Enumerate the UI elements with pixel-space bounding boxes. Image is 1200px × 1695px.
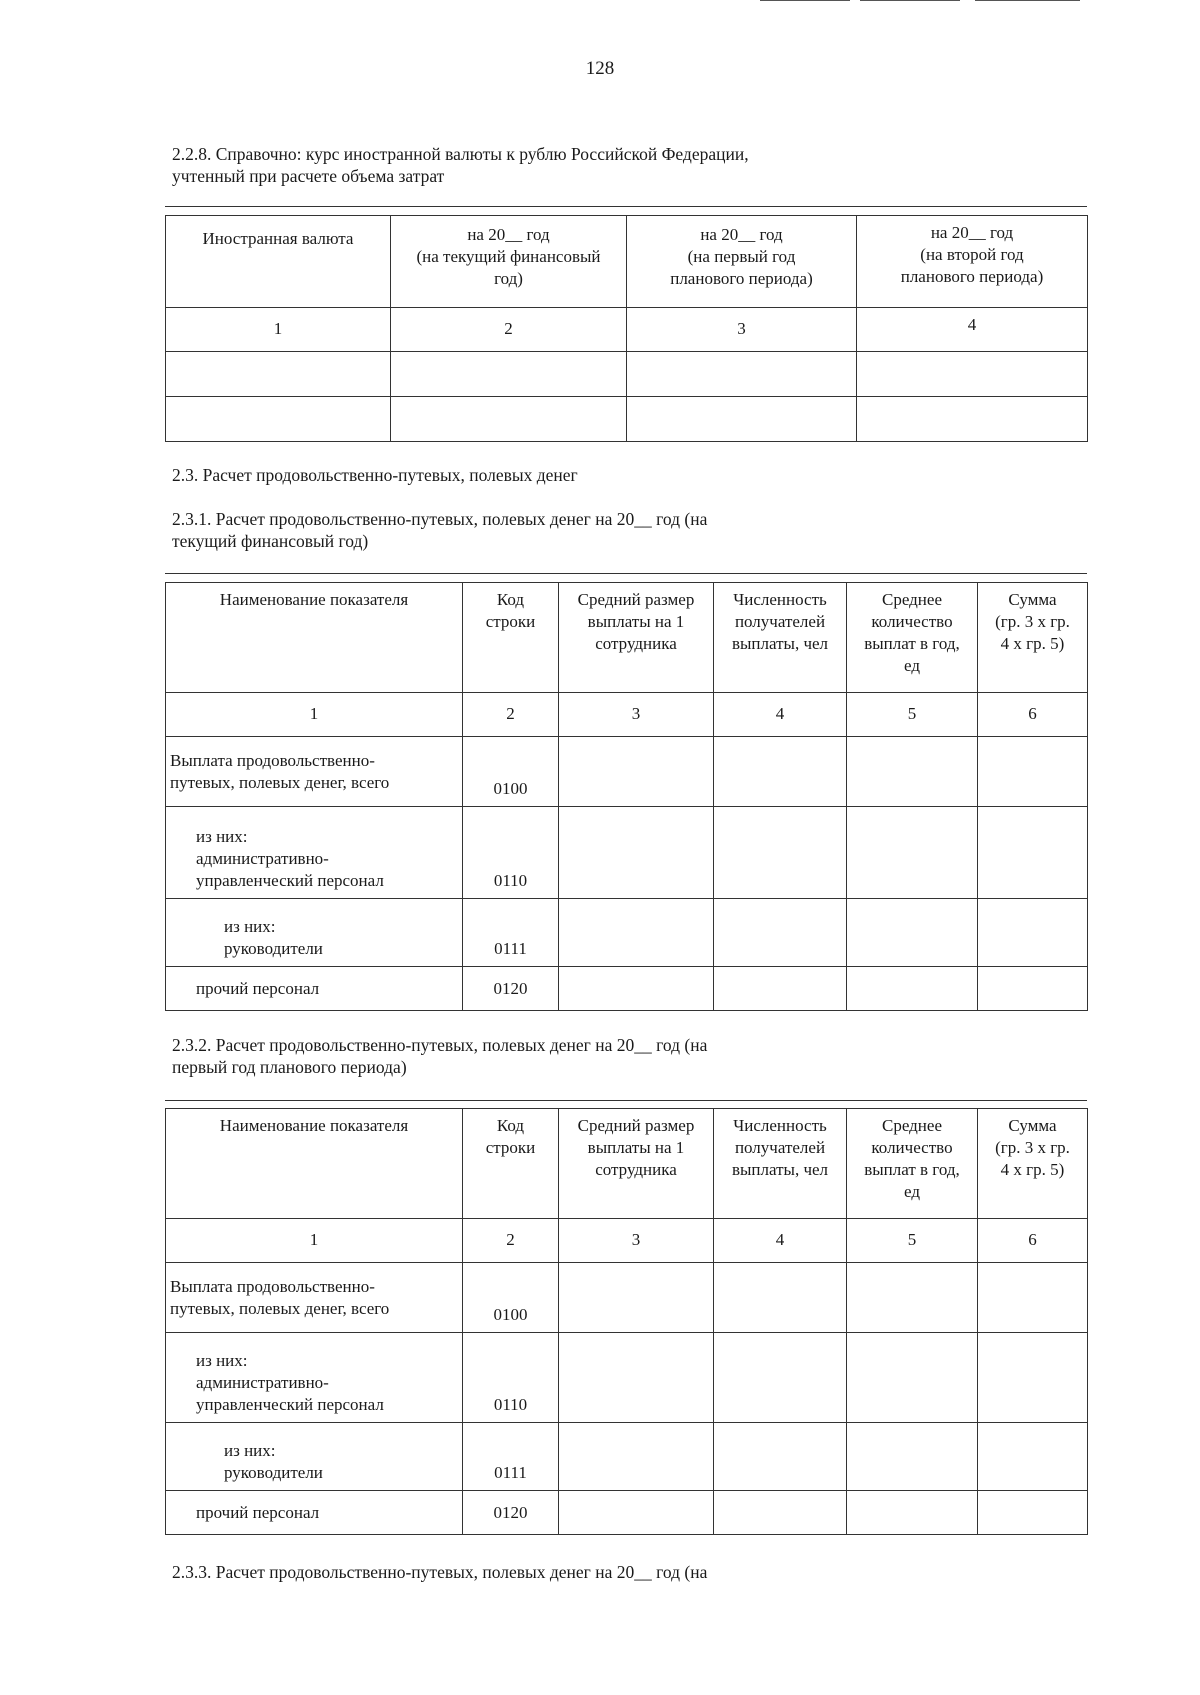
number-row <box>166 1219 1088 1263</box>
column-header: Код строки <box>463 1109 559 1219</box>
data-cell <box>559 967 714 1011</box>
data-cell <box>166 397 391 442</box>
column-header: Наименование показателя <box>166 583 463 693</box>
number-row <box>166 693 1088 737</box>
data-cell <box>391 352 627 397</box>
row-label: из них: административно- управленческий персонал <box>166 1333 463 1423</box>
table-top-rule <box>165 1100 1087 1101</box>
scan-mark <box>860 0 960 3</box>
column-header: Наименование показателя <box>166 1109 463 1219</box>
column-number: 1 <box>166 308 391 352</box>
column-number: 6 <box>978 1219 1088 1263</box>
section-2-3-2-intro <box>172 1034 872 1078</box>
row-code: 0110 <box>463 1333 559 1423</box>
data-cell <box>847 967 978 1011</box>
section-2-2-8-intro <box>172 143 872 187</box>
column-header: Среднее количество выплат в год, ед <box>847 583 978 693</box>
data-cell <box>857 397 1088 442</box>
table-row <box>166 899 1088 967</box>
row-code: 0120 <box>463 1491 559 1535</box>
column-number: 5 <box>847 693 978 737</box>
intro-line: первый год планового периода) <box>172 1057 407 1077</box>
data-cell <box>847 1423 978 1491</box>
intro-line: 2.3.1. Расчет продовольственно-путевых, полевых денег на 20__ год (на <box>172 509 708 529</box>
column-header: Среднее количество выплат в год, ед <box>847 1109 978 1219</box>
calc-table-current-year <box>165 582 1088 1011</box>
table-row <box>166 1263 1088 1333</box>
row-code: 0100 <box>463 737 559 807</box>
data-row <box>166 352 1088 397</box>
data-cell <box>714 1263 847 1333</box>
row-label: Выплата продовольственно- путевых, полевых денег, всего <box>166 1263 463 1333</box>
header-row <box>166 1109 1088 1219</box>
column-header: Численность получателей выплаты, чел <box>714 1109 847 1219</box>
column-number: 6 <box>978 693 1088 737</box>
column-number: 4 <box>714 693 847 737</box>
section-2-3-1-intro <box>172 508 872 552</box>
data-cell <box>166 352 391 397</box>
row-label: из них: административно- управленческий персонал <box>166 807 463 899</box>
column-header: на 20__ год (на первый год планового периода) <box>627 216 857 308</box>
data-cell <box>559 1263 714 1333</box>
column-header: Средний размер выплаты на 1 сотрудника <box>559 1109 714 1219</box>
intro-line: 2.3.2. Расчет продовольственно-путевых, полевых денег на 20__ год (на <box>172 1035 708 1055</box>
data-cell <box>978 1423 1088 1491</box>
column-number: 4 <box>857 308 1088 352</box>
number-row <box>166 308 1088 352</box>
data-cell <box>714 967 847 1011</box>
table-row <box>166 737 1088 807</box>
table-row <box>166 1333 1088 1423</box>
scan-mark <box>975 0 1080 3</box>
data-cell <box>391 397 627 442</box>
column-header: Сумма (гр. 3 x гр. 4 x гр. 5) <box>978 1109 1088 1219</box>
intro-line: учтенный при расчете объема затрат <box>172 166 445 186</box>
data-cell <box>714 807 847 899</box>
data-cell <box>714 1423 847 1491</box>
data-cell <box>559 737 714 807</box>
data-cell <box>978 807 1088 899</box>
column-number: 5 <box>847 1219 978 1263</box>
page-number: 128 <box>585 58 615 79</box>
data-cell <box>559 899 714 967</box>
calc-table-first-planning-year <box>165 1108 1088 1535</box>
column-number: 2 <box>463 1219 559 1263</box>
row-label: прочий персонал <box>166 1491 463 1535</box>
header-row <box>166 216 1088 308</box>
data-cell <box>847 807 978 899</box>
table-row <box>166 967 1088 1011</box>
row-label: из них: руководители <box>166 1423 463 1491</box>
table-row <box>166 1491 1088 1535</box>
data-cell <box>714 737 847 807</box>
intro-line: текущий финансовый год) <box>172 531 369 551</box>
column-header: Код строки <box>463 583 559 693</box>
column-number: 3 <box>559 693 714 737</box>
column-number: 1 <box>166 693 463 737</box>
data-row <box>166 397 1088 442</box>
column-number: 2 <box>463 693 559 737</box>
data-cell <box>847 737 978 807</box>
data-cell <box>857 352 1088 397</box>
data-cell <box>714 1491 847 1535</box>
data-cell <box>978 899 1088 967</box>
data-cell <box>978 737 1088 807</box>
data-cell <box>627 397 857 442</box>
currency-table <box>165 215 1088 442</box>
data-cell <box>559 1491 714 1535</box>
data-cell <box>978 1333 1088 1423</box>
column-number: 3 <box>627 308 857 352</box>
data-cell <box>559 1333 714 1423</box>
data-cell <box>559 1423 714 1491</box>
data-cell <box>847 1263 978 1333</box>
column-header: Средний размер выплаты на 1 сотрудника <box>559 583 714 693</box>
header-row <box>166 583 1088 693</box>
row-label: Выплата продовольственно- путевых, полевых денег, всего <box>166 737 463 807</box>
column-header: Численность получателей выплаты, чел <box>714 583 847 693</box>
data-cell <box>847 899 978 967</box>
row-code: 0120 <box>463 967 559 1011</box>
row-code: 0111 <box>463 899 559 967</box>
data-cell <box>847 1491 978 1535</box>
data-cell <box>978 1263 1088 1333</box>
table-top-rule <box>165 206 1087 207</box>
column-header: на 20__ год (на второй год планового периода) <box>857 216 1088 308</box>
row-label: прочий персонал <box>166 967 463 1011</box>
data-cell <box>559 807 714 899</box>
column-number: 3 <box>559 1219 714 1263</box>
column-number: 2 <box>391 308 627 352</box>
row-code: 0100 <box>463 1263 559 1333</box>
section-2-3-3-intro <box>172 1561 872 1583</box>
column-header: на 20__ год (на текущий финансовый год) <box>391 216 627 308</box>
section-2-3-heading: 2.3. Расчет продовольственно-путевых, полевых денег <box>172 465 578 485</box>
row-code: 0111 <box>463 1423 559 1491</box>
data-cell <box>714 1333 847 1423</box>
column-header: Сумма (гр. 3 x гр. 4 x гр. 5) <box>978 583 1088 693</box>
data-cell <box>714 899 847 967</box>
column-number: 1 <box>166 1219 463 1263</box>
data-cell <box>847 1333 978 1423</box>
data-cell <box>978 1491 1088 1535</box>
scan-mark <box>760 0 850 3</box>
data-cell <box>978 967 1088 1011</box>
intro-line: 2.2.8. Справочно: курс иностранной валюты к рублю Российской Федерации, <box>172 144 749 164</box>
row-label: из них: руководители <box>166 899 463 967</box>
row-code: 0110 <box>463 807 559 899</box>
table-top-rule <box>165 573 1087 574</box>
table-row <box>166 1423 1088 1491</box>
column-number: 4 <box>714 1219 847 1263</box>
data-cell <box>627 352 857 397</box>
intro-line: 2.3.3. Расчет продовольственно-путевых, полевых денег на 20__ год (на <box>172 1562 708 1582</box>
column-header: Иностранная валюта <box>166 216 391 308</box>
table-row <box>166 807 1088 899</box>
